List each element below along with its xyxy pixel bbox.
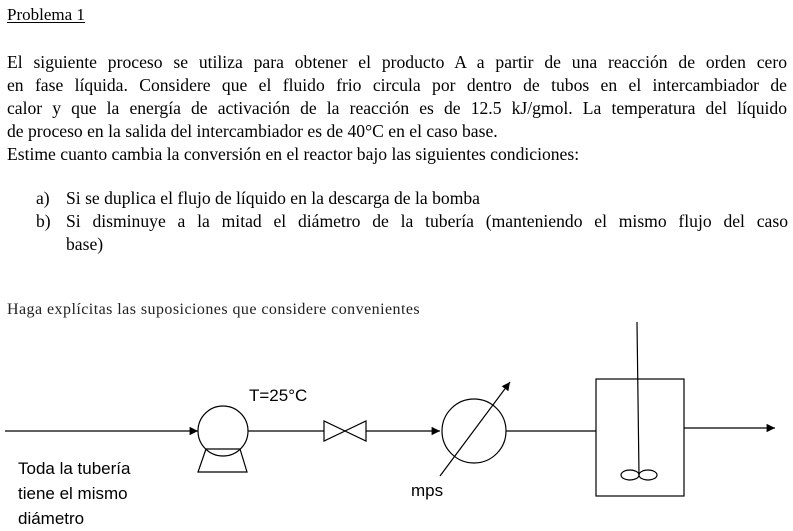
problem-statement [7,51,787,143]
assumptions-text: Haga explícitas las suposiciones que considere convenientes [7,301,421,318]
item-text: Si disminuye a la mitad el diámetro de la tubería (manteniendo el mismo flujo del caso [66,211,788,231]
item-text: Si se duplica el flujo de líquido en la descarga de la bomba [66,188,480,208]
list-item-continuation [36,233,788,256]
note-line: tiene el mismo [18,484,128,503]
agitator-blade-right [639,470,657,480]
exchanger-control-arrow [440,382,510,476]
agitator-blade-left [621,470,639,480]
statement-line-4: de proceso en la salida del intercambiador es de 40°C en el caso base. [7,121,498,141]
reactor-vessel [596,379,684,496]
condition-list [36,187,788,256]
problem-title: Problema 1 [7,5,85,24]
statement-line-1: El siguiente proceso se utiliza para obtener el producto A a partir de una reacción de orden cero [7,52,787,72]
pipe-diameter-note [18,456,130,531]
statement-line-3: calor y que la energía de activación de la reacción es de 12.5 kJ/gmol. La temperatura del líquido [7,98,787,118]
question-text: Estime cuanto cambia la conversión en el reactor bajo las siguientes condiciones: [7,144,580,164]
temperature-label: T=25°C [249,386,308,405]
note-line: diámetro [18,509,85,528]
valve-symbol [324,421,345,441]
list-item [36,210,788,233]
agitator-shaft [637,322,639,475]
valve-symbol-right [345,421,366,441]
item-label: a) [36,188,50,208]
note-line: Toda la tubería [18,459,131,478]
list-item [36,187,788,210]
item-label: b) [36,211,51,231]
statement-line-2: en fase líquida. Considere que el fluido frio circula por dentro de tubos en el intercambiador de [7,75,787,95]
exchanger-utility-label: mps [411,481,444,500]
item-text-continuation: base) [66,234,104,254]
pump-base [198,449,247,472]
